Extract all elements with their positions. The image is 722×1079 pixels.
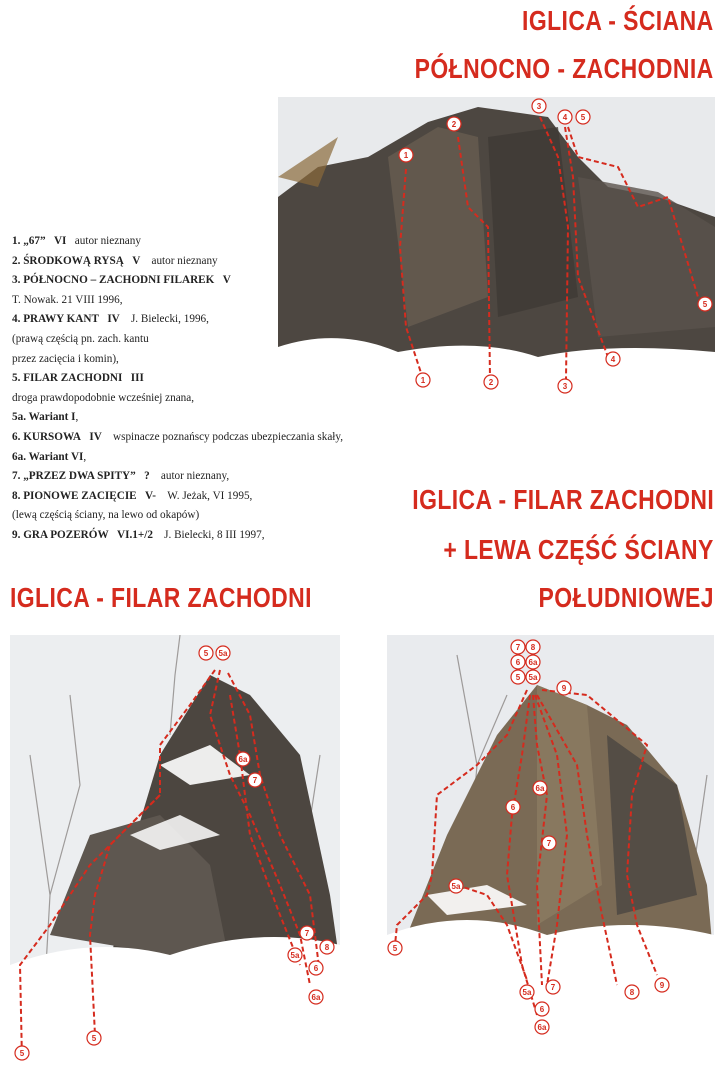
route-marker: [526, 640, 540, 654]
route-marker: [532, 99, 546, 113]
route-marker: [558, 110, 572, 124]
route-marker-label: 5a: [451, 882, 461, 891]
route-marker-label: 4: [562, 113, 568, 122]
route-marker: [248, 773, 262, 787]
route-marker-label: 9: [659, 981, 665, 990]
route-marker: [558, 379, 572, 393]
route-legend: [12, 232, 412, 546]
route-marker-label: 7: [550, 983, 556, 992]
route-marker-label: 5: [203, 649, 209, 658]
legend-row: 5. FILAR ZACHODNI III: [12, 372, 144, 385]
route-marker-label: 8: [629, 988, 635, 997]
route-marker-label: 1: [420, 376, 426, 385]
route-marker: [576, 110, 590, 124]
legend-row: przez zacięcia i komin),: [12, 352, 119, 365]
route-marker: [535, 1002, 549, 1016]
route-marker-label: 9: [561, 684, 567, 693]
route-marker: [506, 800, 520, 814]
route-marker-label: 5: [392, 944, 398, 953]
photo-west-pillar-drawing: [10, 635, 340, 1073]
route-marker: [447, 117, 461, 131]
route-marker-label: 5: [91, 1034, 97, 1043]
route-marker-label: 6a: [535, 784, 545, 793]
route-marker: [484, 375, 498, 389]
route-marker: [533, 781, 547, 795]
legend-row: 1. „67” VI autor nieznany: [12, 235, 141, 247]
route-marker-label: 6: [313, 964, 319, 973]
route-marker-label: 6: [539, 1005, 545, 1014]
legend-row: T. Nowak. 21 VIII 1996,: [12, 293, 123, 306]
route-marker: [199, 646, 213, 660]
route-marker: [511, 655, 525, 669]
legend-row: 7. „PRZEZ DWA SPITY” ? autor nieznany,: [12, 470, 230, 483]
legend-row: 3. PÓŁNOCNO – ZACHODNI FILAREK V: [12, 274, 231, 287]
legend-row: 6a. Wariant VI,: [12, 450, 87, 463]
route-marker: [535, 1020, 549, 1034]
title-right-line3: POŁUDNIOWEJ: [538, 582, 714, 613]
route-marker-label: 3: [562, 382, 568, 391]
route-marker-label: 2: [488, 378, 494, 387]
route-marker-label: 5a: [290, 951, 300, 960]
legend-row: 5a. Wariant I,: [12, 411, 79, 424]
route-marker-label: 8: [324, 943, 330, 952]
route-marker-label: 5a: [218, 649, 228, 658]
route-marker-label: 3: [536, 102, 542, 111]
route-marker: [655, 978, 669, 992]
route-marker: [511, 670, 525, 684]
route-marker: [542, 836, 556, 850]
route-marker: [625, 985, 639, 999]
route-marker: [236, 752, 250, 766]
route-marker-label: 7: [515, 643, 521, 652]
route-marker-label: 4: [610, 355, 616, 364]
route-marker: [511, 640, 525, 654]
title-right-line1: IGLICA - FILAR ZACHODNI: [412, 484, 714, 515]
route-marker: [526, 655, 540, 669]
route-marker: [526, 670, 540, 684]
route-marker-label: 6: [515, 658, 521, 667]
route-marker-label: 5: [580, 113, 586, 122]
route-marker-label: 5: [19, 1049, 25, 1058]
route-marker: [399, 148, 413, 162]
photo-west-pillar: [10, 635, 340, 1073]
route-marker: [300, 926, 314, 940]
route-marker-label: 5a: [528, 673, 538, 682]
route-marker-label: 6a: [311, 993, 321, 1002]
route-marker: [546, 980, 560, 994]
route-marker: [87, 1031, 101, 1045]
route-marker-label: 2: [451, 120, 457, 129]
route-marker: [416, 373, 430, 387]
route-marker: [520, 985, 534, 999]
route-marker: [698, 297, 712, 311]
title-top-line2: PÓŁNOCNO - ZACHODNIA: [414, 53, 714, 84]
photo-west-pillar-south-wall-drawing: [387, 635, 714, 1073]
route-marker: [557, 681, 571, 695]
legend-row: (prawą częścią pn. zach. kantu: [12, 332, 149, 345]
legend-row: 8. PIONOWE ZACIĘCIE V- W. Jeżak, VI 1995,: [12, 489, 253, 502]
title-left: IGLICA - FILAR ZACHODNI: [10, 582, 312, 613]
route-marker-label: 5a: [522, 988, 532, 997]
route-marker-label: 6a: [537, 1023, 547, 1032]
photo-west-pillar-south-wall: [387, 635, 714, 1073]
route-marker-label: 7: [304, 929, 310, 938]
route-marker-label: 1: [403, 151, 409, 160]
title-right-line2: + LEWA CZĘŚĆ ŚCIANY: [443, 534, 714, 565]
legend-row: 9. GRA POZERÓW VI.1+/2 J. Bielecki, 8 III 1997,: [12, 528, 265, 541]
route-marker-label: 7: [252, 776, 258, 785]
route-marker-label: 7: [546, 839, 552, 848]
route-marker: [449, 879, 463, 893]
route-marker: [309, 961, 323, 975]
route-marker: [606, 352, 620, 366]
route-marker-label: 5: [515, 673, 521, 682]
route-marker-label: 6a: [528, 658, 538, 667]
legend-row: droga prawdopodobnie wcześniej znana,: [12, 391, 195, 404]
legend-row: 2. ŚRODKOWĄ RYSĄ V autor nieznany: [12, 254, 218, 267]
route-marker-label: 6: [510, 803, 516, 812]
route-marker-label: 6a: [238, 755, 248, 764]
route-marker: [320, 940, 334, 954]
title-top-line1: IGLICA - ŚCIANA: [522, 5, 714, 36]
route-marker: [216, 646, 230, 660]
legend-row: 4. PRAWY KANT IV J. Bielecki, 1996,: [12, 313, 209, 326]
legend-row: (lewą częścią ściany, na lewo od okapów): [12, 509, 200, 522]
route-marker: [288, 948, 302, 962]
route-marker-label: 8: [530, 643, 536, 652]
legend-row: 6. KURSOWA IV wspinacze poznańscy podczas ubezpieczania skały,: [12, 430, 344, 443]
route-marker-label: 5: [702, 300, 708, 309]
route-marker: [309, 990, 323, 1004]
route-marker: [388, 941, 402, 955]
route-marker: [15, 1046, 29, 1060]
